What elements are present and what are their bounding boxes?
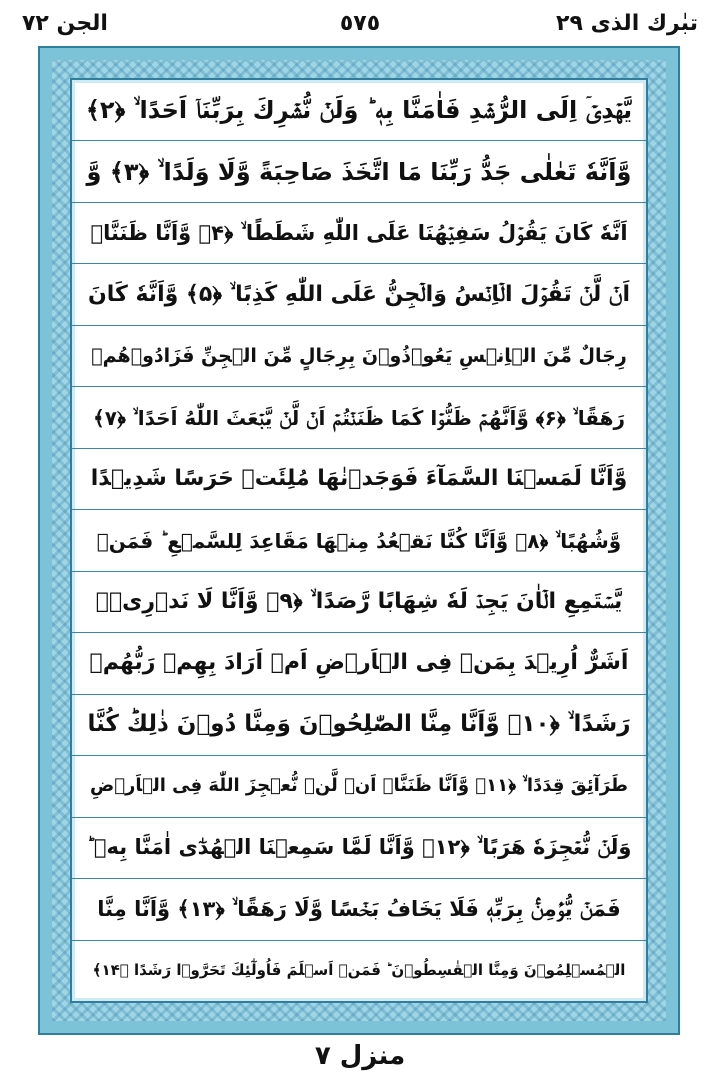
text-line-15: الۡمُسۡلِمُوۡنَ وَمِنَّا الۡقٰسِطُوۡنَ ؕ فَمَنۡ اَسۡلَمَ فَاُولٰٓئِكَ تَحَرَّوۡا رَشَدًا ﴿۱۴﴾ xyxy=(92,961,626,980)
text-line-3: اَنَّهٗ كَانَ يَقُوۡلُ سَفِيۡهُنَا عَلَى اللّٰهِ شَطَطًا ۙ‏ ﴿۴﴾ وَّاَنَّا ظَنَنَّاۤ xyxy=(72,203,646,264)
manzil-label: منزل ٧ xyxy=(314,1041,406,1071)
text-line-8: وَّشُهُبًا ۙ‏ ﴿۸﴾ وَّاَنَّا كُنَّا نَقۡعُدُ مِنۡهَا مَقَاعِدَ لِلسَّمۡعِ‌ ؕ فَمَنۡ xyxy=(72,510,646,571)
text-line-12: طَرَآئِقَ قِدَدًا ۙ‏ ﴿۱۱﴾ وَّاَنَّا ظَنَنَّاۤ اَنۡ لَّنۡ نُّعۡجِزَ اللّٰهَ فِى الۡاَرۡضِ xyxy=(72,756,646,817)
surah-title: الجن ٧٢ xyxy=(22,11,108,36)
text-line-5: رِجَالٌ مِّنَ الۡاِنۡسِ يَعُوۡذُوۡنَ بِرِجَالٍ مِّنَ الۡجِنِّ فَزَادُوۡهُمۡ xyxy=(72,326,646,387)
text-line-11: رَشَدًا ۙ‏ ﴿۱۰﴾ وَّاَنَّا مِنَّا الصّٰلِحُوۡنَ وَمِنَّا دُوۡنَ ذٰلِكَ‌ؕ كُنَّا xyxy=(72,695,646,756)
text-line-13: وَلَنۡ نُّعۡجِزَهٗ هَرَبًا ۙ‏ ﴿۱۲﴾ وَّاَنَّا لَمَّا سَمِعۡنَا الۡهُدٰٓى اٰمَنَّا بِهٖ ؕ xyxy=(72,818,646,879)
page-header xyxy=(0,0,720,50)
text-line-6: رَهَقًا ۙ‏ ﴿۶﴾ وَّاَنَّهُمۡ ظَنُّوۡا كَمَا ظَنَنۡتُمۡ اَنۡ لَّنۡ يَّبۡعَثَ اللّٰهُ اَحَدًا ۙ‏ ﴿۷﴾ xyxy=(72,387,646,448)
text-line-4: اَنۡ لَّنۡ تَقُوۡلَ الۡاِنۡسُ وَالۡجِنُّ عَلَى اللّٰهِ كَذِبًا ۙ‏ ﴿۵﴾ وَّاَنَّهٗ كَانَ xyxy=(72,264,646,325)
text-line-14: فَمَنۡ يُّؤۡمِنۡۢ بِرَبِّهٖ فَلَا يَخَافُ بَخۡسًا وَّلَا رَهَقًا ۙ‏ ﴿۱۳﴾ وَّاَنَّا مِنَّا xyxy=(72,879,646,940)
text-line-2: وَّاَنَّهٗ تَعٰلٰى جَدُّ رَبِّنَا مَا اتَّخَذَ صَاحِبَةً وَّلَا وَلَدًا ۙ‏ ﴿۳﴾ وَّ xyxy=(72,141,646,202)
juz-title: تبٰرك الذى ٢٩ xyxy=(556,11,698,36)
text-area xyxy=(70,78,648,1003)
text-line-7: وَّاَنَّا لَمَسۡنَا السَّمَآءَ فَوَجَدۡنٰهَا مُلِئَتۡ حَرَسًا شَدِيۡدًا xyxy=(72,449,646,510)
text-line-9: يَّسۡتَمِعِ الۡاٰنَ يَجِدۡ لَهٗ شِهَابًا رَّصَدًا ۙ‏ ﴿۹﴾ وَّاَنَّا لَا نَدۡرِىۡۤ xyxy=(72,572,646,633)
page-number: ٥٧٥ xyxy=(339,11,381,36)
text-line-10: اَشَرٌّ اُرِيۡدَ بِمَنۡ فِى الۡاَرۡضِ اَمۡ اَرَادَ بِهِمۡ رَبُّهُمۡ xyxy=(72,633,646,694)
decorative-border-frame xyxy=(40,48,678,1033)
text-line-1: يَّهۡدِىۡۤ اِلَى الرُّشۡدِ فَاٰمَنَّا بِهٖ ؕ وَلَنۡ نُّشۡرِكَ بِرَبِّنَاۤ اَحَدًا ۙ‏ ﴿۲﴾ xyxy=(72,80,646,141)
